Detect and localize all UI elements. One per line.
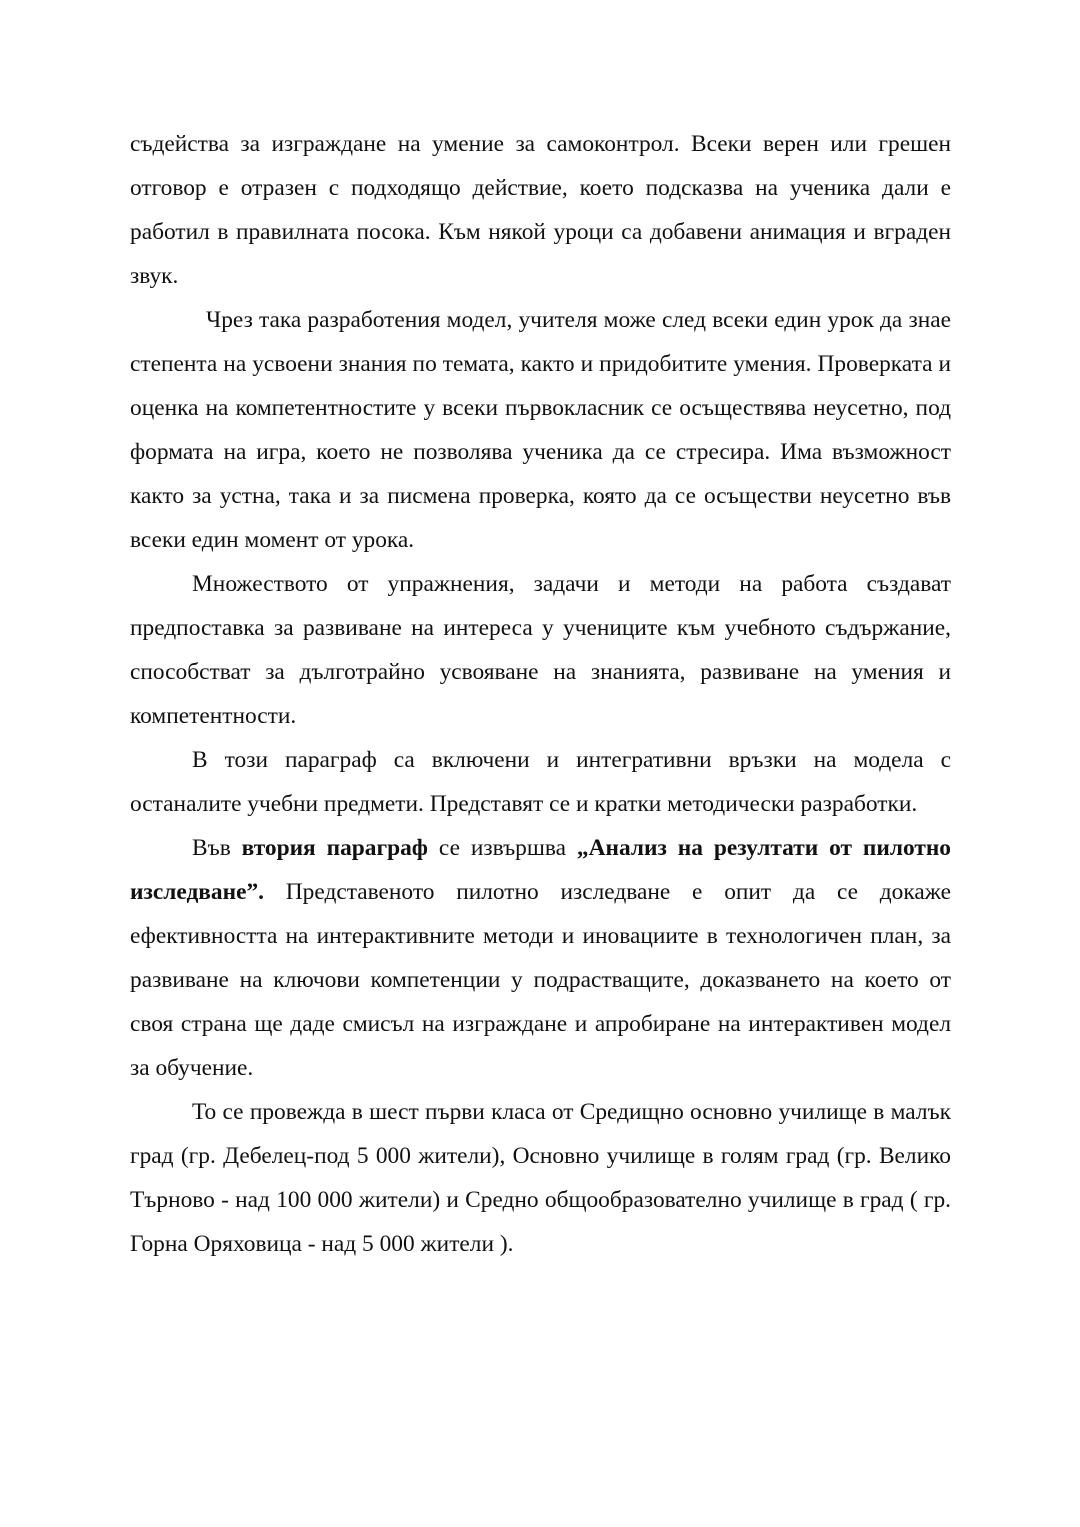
document-page	[130, 122, 951, 1266]
paragraph-5-text-2: се извършва	[428, 835, 577, 861]
paragraph-5-text-1: Във	[192, 835, 242, 861]
paragraph-1: съдейства за изграждане на умение за самоконтрол. Всеки верен или грешен отговор е отразен с подходящо действие, което подсказва на ученика дали е работил в правилната посока. Към някой уроци са добавени анимация и вграден звук.	[130, 131, 951, 289]
paragraph-5-bold-2: „Анализ на резултати от пилотно изследване”.	[130, 835, 951, 905]
paragraph-5-bold-1: втория параграф	[241, 835, 428, 861]
paragraph-6: То се провежда в шест първи класа от Средищно основно училище в малък град (гр. Дебелец-под 5 000 жители), Основно училище в голям град (гр. Велико Търново - над 100 000 жители) и Средно общообразователно училище в град ( гр. Горна Оряховица - над 5 000 жители ).	[130, 1099, 951, 1257]
paragraph-4: В този параграф са включени и интегративни връзки на модела с останалите учебни предмети. Представят се и кратки методически разработки.	[130, 747, 951, 817]
paragraph-5-text-3: Представеното пилотно изследване е опит да се докаже ефективността на интерактивните методи и иновациите в технологичен план, за развиване на ключови компетенции у подрастващите, доказването на което от своя страна ще даде смисъл на изграждане и апробиране на интерактивен модел за обучение.	[130, 879, 951, 1081]
paragraph-2: Чрез така разработения модел, учителя може след всеки един урок да знае степента на усвоени знания по темата, както и придобитите умения. Проверката и оценка на компетентностите у всеки първокласник се осъществява неусетно, под формата на игра, което не позволява ученика да се стресира. Има възможност както за устна, така и за писмена проверка, която да се осъществи неусетно във всеки един момент от урока.	[130, 307, 951, 553]
paragraph-5	[130, 826, 951, 1090]
paragraph-3: Множеството от упражнения, задачи и методи на работа създават предпоставка за развиване на интереса у учениците към учебното съдържание, способстват за дълготрайно усвояване на знанията, развиване на умения и компетентности.	[130, 571, 951, 729]
